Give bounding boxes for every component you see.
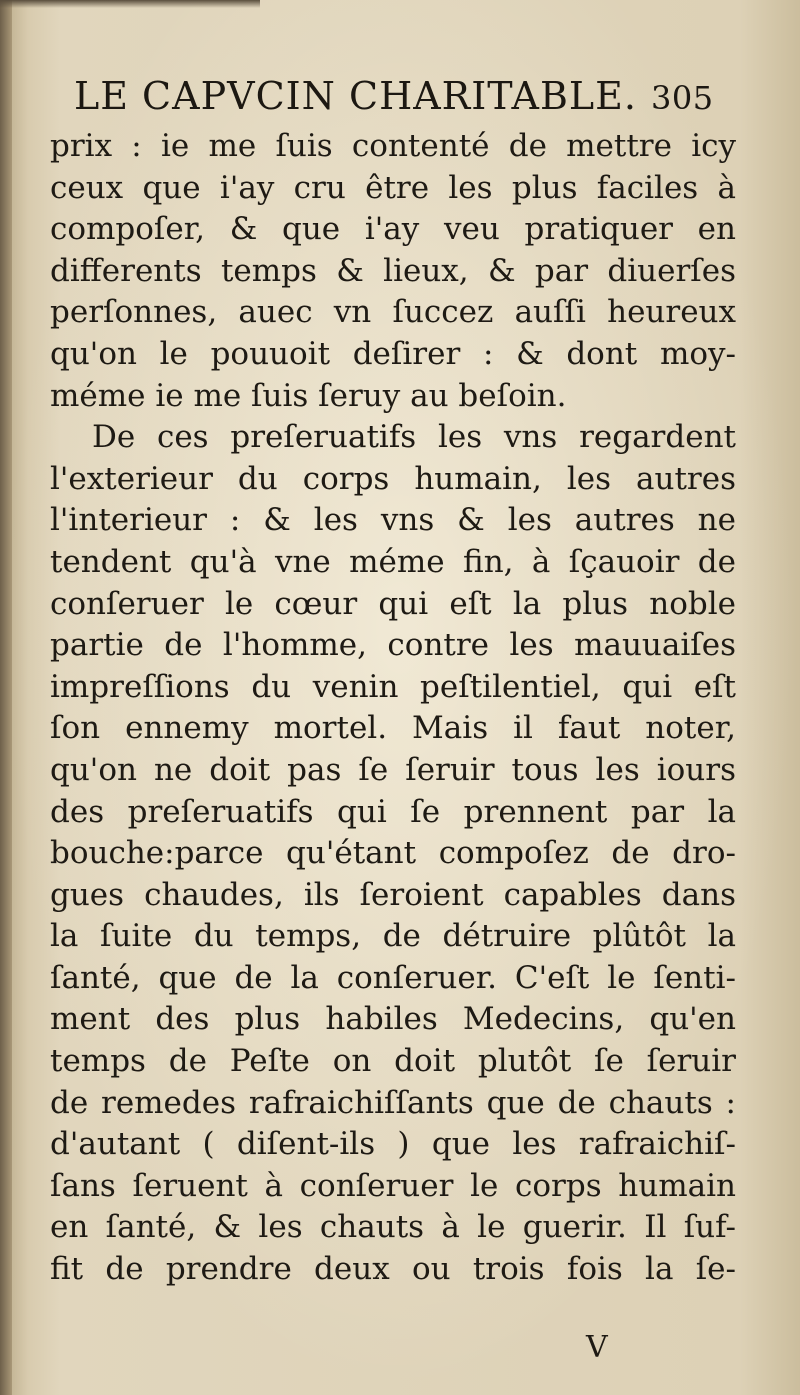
body-text [50,126,736,1291]
running-head [74,74,744,118]
text-line: ceux que i'ay cru être les plus faciles à [50,169,736,206]
text-line-indented: De ces preſeruatifs les vns regardent [92,419,736,456]
text-line: ſanté, que de la conſeruer. C'eſt le ſenti- [50,959,736,996]
text-line: gues chaudes, ils ſeroient capables dans [50,876,736,913]
text-line: perſonnes, auec vn ſuccez auſſi heureux [50,294,736,331]
text-line: la ſuite du temps, de détruire plûtôt la [50,918,736,955]
text-line: des preſeruatifs qui ſe prennent par la [50,793,736,830]
text-line: partie de l'homme, contre les mauuaiſes [50,627,736,664]
text-line: l'exterieur du corps humain, les autres [50,460,736,497]
text-line: impreſſions du venin peſtilentiel, qui eſt [50,668,736,705]
text-line: qu'on ne doit pas ſe ſeruir tous les iours [50,751,736,788]
running-head-title: LE CAPVCIN CHARITABLE. [74,74,637,118]
top-edge-shadow [0,0,260,8]
signature-mark: V [586,1330,608,1365]
text-line: prix : ie me ſuis contenté de mettre icy [50,128,736,164]
text-line: qu'on le pouuoit deſirer : & dont moy- [50,335,736,372]
text-line: d'autant ( diſent-ils ) que les rafraichiſ- [50,1126,736,1163]
text-line: differents temps & lieux, & par diuerſes [50,252,736,289]
text-line: en ſanté, & les chauts à le guerir. Il ſuf- [50,1209,736,1246]
text-line: fit de prendre deux ou trois fois la ſe- [50,1251,736,1288]
text-line: de remedes rafraichiſſants que de chauts : [50,1084,736,1121]
text-line: conſeruer le cœur qui eſt la plus noble [50,585,736,622]
text-line: compoſer, & que i'ay veu pratiquer en [50,211,736,248]
binding-edge [0,0,12,1395]
text-line: ment des plus habiles Medecins, qu'en [50,1001,736,1038]
text-line: temps de Peſte on doit plutôt ſe ſeruir [50,1043,736,1080]
text-line: tendent qu'à vne méme fin, à ſçauoir de [50,543,736,580]
text-line: ſans ſeruent à conſeruer le corps humain [50,1167,736,1204]
text-line: l'interieur : & les vns & les autres ne [50,502,736,539]
text-line: méme ie me ſuis ſeruy au beſoin. [50,377,567,414]
page-number: 305 [650,79,714,117]
text-line: bouche:parce qu'étant compoſez de dro- [50,835,736,872]
text-line: ſon ennemy mortel. Mais il faut noter, [50,710,736,747]
